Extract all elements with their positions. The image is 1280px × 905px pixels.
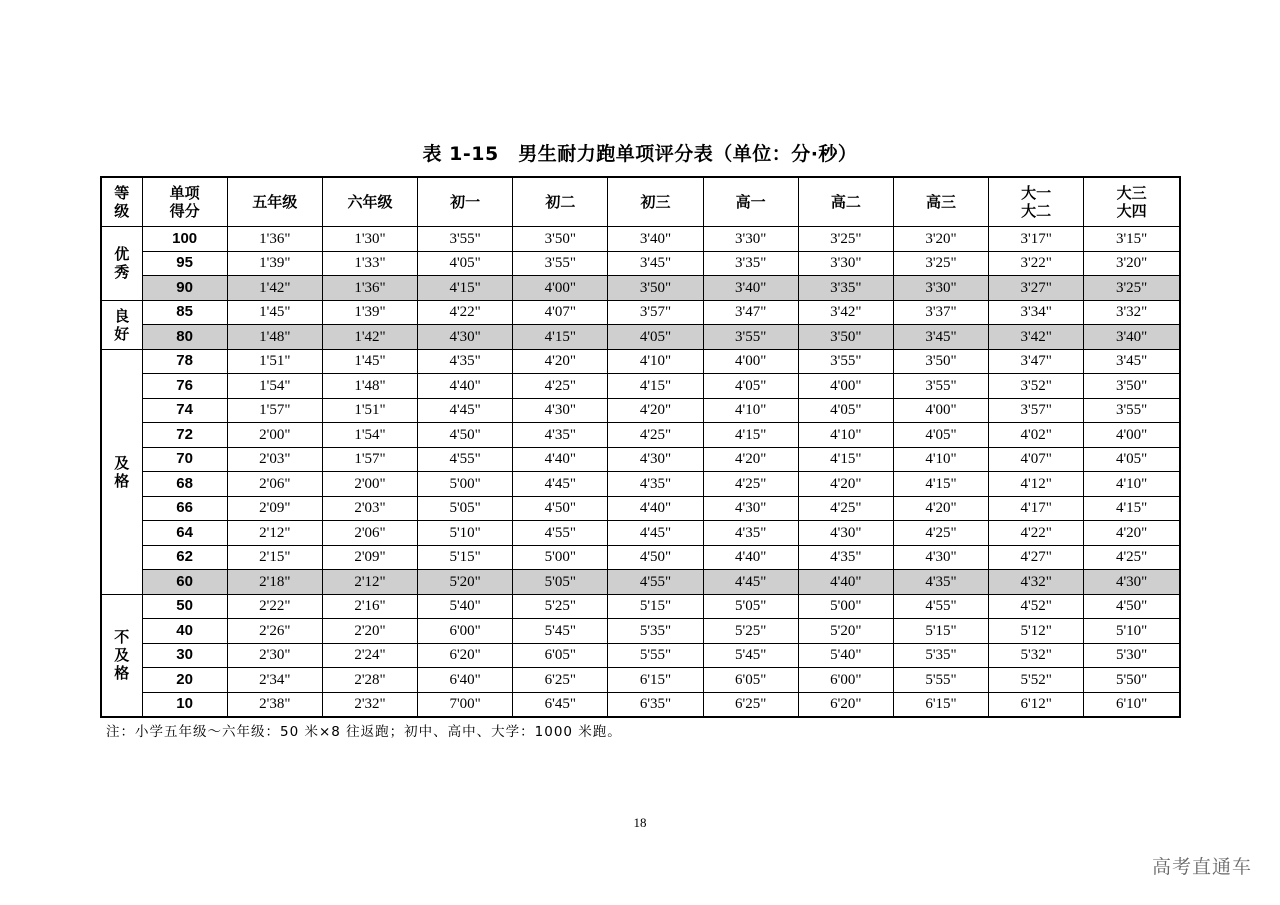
time-cell: 4'40" — [513, 447, 608, 472]
time-cell: 5'00" — [418, 472, 513, 497]
time-cell: 4'30" — [513, 398, 608, 423]
time-cell: 4'15" — [513, 325, 608, 350]
time-cell: 4'55" — [513, 521, 608, 546]
column-header — [322, 177, 417, 227]
time-cell: 5'15" — [608, 594, 703, 619]
time-cell: 4'52" — [989, 594, 1084, 619]
time-cell: 2'09" — [322, 545, 417, 570]
score-cell: 64 — [142, 521, 227, 546]
time-cell: 4'25" — [608, 423, 703, 448]
time-cell: 3'45" — [1084, 349, 1180, 374]
time-cell: 4'00" — [1084, 423, 1180, 448]
grade-level-cell — [101, 349, 142, 594]
time-cell: 4'00" — [798, 374, 893, 399]
time-cell: 4'40" — [798, 570, 893, 595]
time-cell: 4'10" — [893, 447, 988, 472]
time-cell: 4'45" — [513, 472, 608, 497]
page-number: 18 — [633, 815, 647, 830]
time-cell: 5'00" — [513, 545, 608, 570]
time-cell: 2'06" — [227, 472, 322, 497]
text-line: 六年级 — [347, 193, 393, 211]
time-cell: 3'30" — [893, 276, 988, 301]
column-header — [142, 177, 227, 227]
column-header — [101, 177, 142, 227]
time-cell: 4'20" — [893, 496, 988, 521]
text-line: 高一 — [735, 193, 766, 211]
table-row — [101, 325, 1180, 350]
score-cell: 66 — [142, 496, 227, 521]
score-cell: 60 — [142, 570, 227, 595]
text-line: 大二 — [1021, 202, 1052, 220]
time-cell: 4'55" — [608, 570, 703, 595]
time-cell: 3'50" — [513, 227, 608, 252]
table-title: 表 1-15 男生耐力跑单项评分表（单位：分·秒） — [422, 143, 858, 165]
table-row — [101, 447, 1180, 472]
table-row — [101, 398, 1180, 423]
time-cell: 4'20" — [798, 472, 893, 497]
time-cell: 3'27" — [989, 276, 1084, 301]
time-cell: 4'10" — [1084, 472, 1180, 497]
time-cell: 5'35" — [608, 619, 703, 644]
time-cell: 5'00" — [798, 594, 893, 619]
table-row — [101, 496, 1180, 521]
time-cell: 4'50" — [608, 545, 703, 570]
table-row — [101, 692, 1180, 717]
text-line: 级 — [114, 202, 130, 220]
time-cell: 6'35" — [608, 692, 703, 717]
time-cell: 4'50" — [418, 423, 513, 448]
time-cell: 3'40" — [703, 276, 798, 301]
time-cell: 3'55" — [1084, 398, 1180, 423]
time-cell: 3'34" — [989, 300, 1084, 325]
time-cell: 3'22" — [989, 251, 1084, 276]
column-header — [989, 177, 1084, 227]
time-cell: 3'20" — [893, 227, 988, 252]
text-line: 秀 — [114, 263, 130, 282]
time-cell: 1'48" — [227, 325, 322, 350]
time-cell: 4'25" — [893, 521, 988, 546]
grade-level-cell — [101, 594, 142, 717]
time-cell: 5'25" — [703, 619, 798, 644]
time-cell: 4'05" — [1084, 447, 1180, 472]
text-line: 格 — [114, 471, 130, 490]
score-cell: 72 — [142, 423, 227, 448]
time-cell: 5'15" — [418, 545, 513, 570]
time-cell: 1'54" — [227, 374, 322, 399]
time-cell: 4'35" — [608, 472, 703, 497]
time-cell: 4'05" — [893, 423, 988, 448]
time-cell: 1'36" — [227, 227, 322, 252]
time-cell: 5'40" — [418, 594, 513, 619]
table-row — [101, 276, 1180, 301]
score-cell: 90 — [142, 276, 227, 301]
time-cell: 3'37" — [893, 300, 988, 325]
time-cell: 4'25" — [798, 496, 893, 521]
time-cell: 4'20" — [513, 349, 608, 374]
time-cell: 5'50" — [1084, 668, 1180, 693]
time-cell: 1'45" — [322, 349, 417, 374]
table-row — [101, 643, 1180, 668]
score-cell: 100 — [142, 227, 227, 252]
table-row — [101, 545, 1180, 570]
table-row — [101, 423, 1180, 448]
text-line: 不 — [114, 628, 130, 647]
grade-level-cell — [101, 300, 142, 349]
time-cell: 1'42" — [227, 276, 322, 301]
time-cell: 3'30" — [798, 251, 893, 276]
time-cell: 2'22" — [227, 594, 322, 619]
time-cell: 5'25" — [513, 594, 608, 619]
time-cell: 5'05" — [513, 570, 608, 595]
score-cell: 78 — [142, 349, 227, 374]
time-cell: 5'30" — [1084, 643, 1180, 668]
table-row — [101, 668, 1180, 693]
time-cell: 3'25" — [798, 227, 893, 252]
time-cell: 4'40" — [703, 545, 798, 570]
text-line: 大三 — [1116, 184, 1147, 202]
watermark: 高考直通车 — [1151, 856, 1252, 878]
time-cell: 4'30" — [893, 545, 988, 570]
time-cell: 4'02" — [989, 423, 1084, 448]
text-line: 大一 — [1021, 184, 1052, 202]
time-cell: 6'05" — [513, 643, 608, 668]
time-cell: 2'20" — [322, 619, 417, 644]
table-body — [101, 227, 1180, 718]
time-cell: 5'45" — [703, 643, 798, 668]
time-cell: 5'05" — [418, 496, 513, 521]
time-cell: 3'55" — [703, 325, 798, 350]
time-cell: 2'03" — [322, 496, 417, 521]
time-cell: 2'03" — [227, 447, 322, 472]
time-cell: 4'35" — [703, 521, 798, 546]
time-cell: 2'16" — [322, 594, 417, 619]
time-cell: 5'12" — [989, 619, 1084, 644]
time-cell: 5'20" — [798, 619, 893, 644]
time-cell: 5'10" — [1084, 619, 1180, 644]
time-cell: 1'30" — [322, 227, 417, 252]
text-line: 高三 — [926, 193, 957, 211]
column-header — [608, 177, 703, 227]
text-line: 初一 — [450, 193, 481, 211]
time-cell: 3'32" — [1084, 300, 1180, 325]
time-cell: 5'40" — [798, 643, 893, 668]
score-cell: 50 — [142, 594, 227, 619]
time-cell: 1'57" — [227, 398, 322, 423]
time-cell: 4'00" — [513, 276, 608, 301]
time-cell: 6'12" — [989, 692, 1084, 717]
time-cell: 3'50" — [608, 276, 703, 301]
time-cell: 3'25" — [1084, 276, 1180, 301]
table-note: 注：小学五年级～六年级：50 米×8 往返跑；初中、高中、大学：1000 米跑。 — [106, 724, 622, 740]
time-cell: 4'45" — [608, 521, 703, 546]
time-cell: 4'10" — [798, 423, 893, 448]
time-cell: 4'30" — [1084, 570, 1180, 595]
time-cell: 4'30" — [798, 521, 893, 546]
score-cell: 20 — [142, 668, 227, 693]
time-cell: 4'25" — [703, 472, 798, 497]
text-line: 得分 — [169, 202, 200, 220]
text-line: 优 — [114, 245, 130, 264]
time-cell: 3'47" — [703, 300, 798, 325]
time-cell: 4'00" — [703, 349, 798, 374]
time-cell: 4'30" — [418, 325, 513, 350]
time-cell: 3'57" — [989, 398, 1084, 423]
time-cell: 2'06" — [322, 521, 417, 546]
column-header — [227, 177, 322, 227]
time-cell: 4'25" — [1084, 545, 1180, 570]
score-cell: 10 — [142, 692, 227, 717]
time-cell: 4'20" — [1084, 521, 1180, 546]
time-cell: 3'50" — [1084, 374, 1180, 399]
table-row — [101, 521, 1180, 546]
column-header — [513, 177, 608, 227]
time-cell: 2'32" — [322, 692, 417, 717]
time-cell: 4'15" — [893, 472, 988, 497]
time-cell: 4'15" — [798, 447, 893, 472]
time-cell: 3'45" — [608, 251, 703, 276]
time-cell: 4'15" — [1084, 496, 1180, 521]
score-cell: 85 — [142, 300, 227, 325]
time-cell: 1'33" — [322, 251, 417, 276]
time-cell: 2'24" — [322, 643, 417, 668]
text-line: 及 — [114, 646, 130, 665]
time-cell: 3'55" — [893, 374, 988, 399]
table-row — [101, 227, 1180, 252]
time-cell: 4'15" — [608, 374, 703, 399]
time-cell: 4'50" — [1084, 594, 1180, 619]
table-row — [101, 251, 1180, 276]
time-cell: 3'57" — [608, 300, 703, 325]
time-cell: 5'55" — [608, 643, 703, 668]
score-cell: 40 — [142, 619, 227, 644]
time-cell: 6'40" — [418, 668, 513, 693]
time-cell: 6'45" — [513, 692, 608, 717]
column-header — [418, 177, 513, 227]
column-header — [798, 177, 893, 227]
time-cell: 1'39" — [322, 300, 417, 325]
text-line: 初三 — [640, 193, 671, 211]
time-cell: 2'00" — [322, 472, 417, 497]
time-cell: 5'10" — [418, 521, 513, 546]
time-cell: 2'00" — [227, 423, 322, 448]
time-cell: 5'52" — [989, 668, 1084, 693]
score-cell: 95 — [142, 251, 227, 276]
time-cell: 2'26" — [227, 619, 322, 644]
time-cell: 5'20" — [418, 570, 513, 595]
text-line: 单项 — [169, 184, 200, 202]
score-table — [100, 176, 1181, 718]
table-row — [101, 374, 1180, 399]
time-cell: 3'35" — [703, 251, 798, 276]
time-cell: 2'34" — [227, 668, 322, 693]
time-cell: 4'35" — [798, 545, 893, 570]
text-line: 格 — [114, 664, 130, 683]
column-header — [703, 177, 798, 227]
text-line: 及 — [114, 453, 130, 472]
table-row — [101, 619, 1180, 644]
time-cell: 1'36" — [322, 276, 417, 301]
time-cell: 2'12" — [227, 521, 322, 546]
text-line: 好 — [114, 324, 130, 343]
time-cell: 4'22" — [989, 521, 1084, 546]
time-cell: 4'10" — [608, 349, 703, 374]
text-line: 初二 — [545, 193, 576, 211]
time-cell: 4'25" — [513, 374, 608, 399]
time-cell: 2'18" — [227, 570, 322, 595]
time-cell: 4'35" — [893, 570, 988, 595]
score-cell: 80 — [142, 325, 227, 350]
score-cell: 30 — [142, 643, 227, 668]
time-cell: 1'57" — [322, 447, 417, 472]
table-row — [101, 594, 1180, 619]
time-cell: 5'15" — [893, 619, 988, 644]
time-cell: 2'38" — [227, 692, 322, 717]
column-header — [1084, 177, 1180, 227]
time-cell: 1'54" — [322, 423, 417, 448]
time-cell: 3'42" — [798, 300, 893, 325]
table-header — [101, 177, 1180, 227]
time-cell: 4'20" — [703, 447, 798, 472]
time-cell: 2'12" — [322, 570, 417, 595]
table-row — [101, 300, 1180, 325]
time-cell: 4'15" — [703, 423, 798, 448]
time-cell: 4'55" — [893, 594, 988, 619]
time-cell: 4'35" — [513, 423, 608, 448]
time-cell: 3'15" — [1084, 227, 1180, 252]
time-cell: 3'50" — [798, 325, 893, 350]
table-row — [101, 349, 1180, 374]
time-cell: 2'15" — [227, 545, 322, 570]
time-cell: 3'55" — [418, 227, 513, 252]
time-cell: 6'20" — [418, 643, 513, 668]
time-cell: 6'25" — [513, 668, 608, 693]
time-cell: 3'25" — [893, 251, 988, 276]
time-cell: 6'05" — [703, 668, 798, 693]
table-row — [101, 570, 1180, 595]
time-cell: 4'40" — [418, 374, 513, 399]
time-cell: 6'10" — [1084, 692, 1180, 717]
time-cell: 3'52" — [989, 374, 1084, 399]
time-cell: 4'05" — [608, 325, 703, 350]
time-cell: 2'09" — [227, 496, 322, 521]
time-cell: 3'20" — [1084, 251, 1180, 276]
text-line: 五年级 — [252, 193, 298, 211]
time-cell: 4'15" — [418, 276, 513, 301]
time-cell: 1'45" — [227, 300, 322, 325]
time-cell: 4'27" — [989, 545, 1084, 570]
time-cell: 6'15" — [608, 668, 703, 693]
time-cell: 4'12" — [989, 472, 1084, 497]
time-cell: 4'50" — [513, 496, 608, 521]
score-cell: 70 — [142, 447, 227, 472]
time-cell: 3'42" — [989, 325, 1084, 350]
time-cell: 1'48" — [322, 374, 417, 399]
time-cell: 4'05" — [798, 398, 893, 423]
time-cell: 4'32" — [989, 570, 1084, 595]
time-cell: 2'30" — [227, 643, 322, 668]
score-cell: 74 — [142, 398, 227, 423]
time-cell: 3'17" — [989, 227, 1084, 252]
score-cell: 68 — [142, 472, 227, 497]
time-cell: 4'07" — [513, 300, 608, 325]
time-cell: 3'50" — [893, 349, 988, 374]
time-cell: 4'40" — [608, 496, 703, 521]
time-cell: 4'05" — [703, 374, 798, 399]
time-cell: 3'40" — [608, 227, 703, 252]
text-line: 高二 — [830, 193, 861, 211]
time-cell: 2'28" — [322, 668, 417, 693]
time-cell: 4'30" — [608, 447, 703, 472]
text-line: 大四 — [1116, 202, 1147, 220]
time-cell: 4'07" — [989, 447, 1084, 472]
time-cell: 4'45" — [418, 398, 513, 423]
time-cell: 4'00" — [893, 398, 988, 423]
time-cell: 3'55" — [798, 349, 893, 374]
time-cell: 4'55" — [418, 447, 513, 472]
time-cell: 1'51" — [322, 398, 417, 423]
column-header — [893, 177, 988, 227]
time-cell: 6'25" — [703, 692, 798, 717]
time-cell: 4'30" — [703, 496, 798, 521]
time-cell: 4'05" — [418, 251, 513, 276]
time-cell: 7'00" — [418, 692, 513, 717]
time-cell: 6'15" — [893, 692, 988, 717]
text-line: 等 — [114, 184, 130, 202]
time-cell: 4'20" — [608, 398, 703, 423]
time-cell: 4'10" — [703, 398, 798, 423]
time-cell: 1'39" — [227, 251, 322, 276]
time-cell: 3'35" — [798, 276, 893, 301]
time-cell: 3'45" — [893, 325, 988, 350]
time-cell: 4'22" — [418, 300, 513, 325]
time-cell: 3'40" — [1084, 325, 1180, 350]
time-cell: 5'45" — [513, 619, 608, 644]
time-cell: 6'20" — [798, 692, 893, 717]
time-cell: 3'30" — [703, 227, 798, 252]
grade-level-cell — [101, 227, 142, 301]
score-cell: 76 — [142, 374, 227, 399]
table-row — [101, 472, 1180, 497]
time-cell: 6'00" — [798, 668, 893, 693]
time-cell: 5'55" — [893, 668, 988, 693]
time-cell: 4'45" — [703, 570, 798, 595]
time-cell: 5'05" — [703, 594, 798, 619]
time-cell: 1'51" — [227, 349, 322, 374]
time-cell: 3'55" — [513, 251, 608, 276]
time-cell: 4'35" — [418, 349, 513, 374]
time-cell: 4'17" — [989, 496, 1084, 521]
time-cell: 3'47" — [989, 349, 1084, 374]
time-cell: 6'00" — [418, 619, 513, 644]
score-cell: 62 — [142, 545, 227, 570]
time-cell: 5'35" — [893, 643, 988, 668]
time-cell: 1'42" — [322, 325, 417, 350]
time-cell: 5'32" — [989, 643, 1084, 668]
text-line: 良 — [114, 306, 130, 325]
